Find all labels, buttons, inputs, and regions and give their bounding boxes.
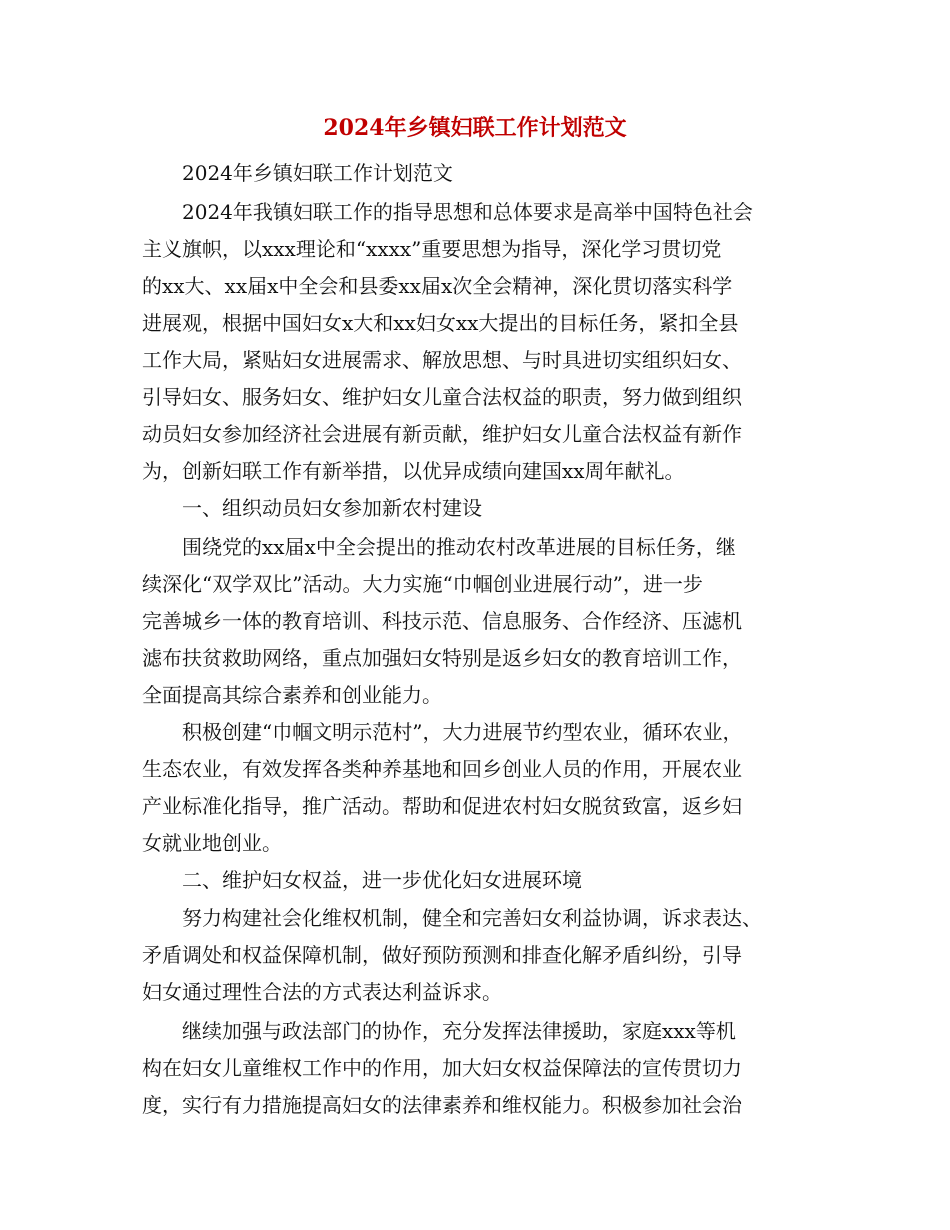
section-heading: 一、组织动员妇女参加新农村建设: [142, 496, 482, 520]
text-line: 引导妇女、服务妇女、维护妇女儿童合法权益的职责，努力做到组织: [142, 385, 742, 409]
document-title: 2024年乡镇妇联工作计划范文: [323, 115, 627, 141]
text-line: 主义旗帜，以xxx理论和“xxxx”重要思想为指导，深化学习贯切党: [142, 237, 722, 261]
text-line: 全面提高其综合素养和创业能力。: [142, 683, 442, 707]
text-line: 生态农业，有效发挥各类种养基地和回乡创业人员的作用，开展农业: [142, 757, 742, 781]
text-line: 度，实行有力措施提高妇女的法律素养和维权能力。积极参加社会治: [142, 1093, 742, 1117]
text-line: 为，创新妇联工作有新举措，以优异成绩向建国xx周年献礼。: [142, 459, 685, 483]
text-line: 产业标准化指导，推广活动。帮助和促进农村妇女脱贫致富，返乡妇: [142, 794, 742, 818]
text-line: 动员妇女参加经济社会进展有新贡献，维护妇女儿童合法权益有新作: [142, 422, 742, 446]
text-line: 构在妇女儿童维权工作中的作用，加大妇女权益保障法的宣传贯切力: [142, 1056, 742, 1080]
text-line: 2024年乡镇妇联工作计划范文: [142, 161, 453, 185]
text-line: 妇女通过理性合法的方式表达利益诉求。: [142, 980, 502, 1004]
text-line: 矛盾调处和权益保障机制，做好预防预测和排查化解矛盾纠纷，引导: [142, 943, 742, 967]
text-line: 积极创建“巾帼文明示范村”，大力进展节约型农业，循环农业，: [142, 720, 743, 744]
text-line: 女就业地创业。: [142, 831, 282, 855]
text-line: 的xx大、xx届x中全会和县委xx届x次全会精神，深化贯切落实科学: [142, 274, 733, 298]
text-line: 完善城乡一体的教育培训、科技示范、信息服务、合作经济、压滤机: [142, 609, 742, 633]
text-line: 滤布扶贫救助网络，重点加强妇女特别是返乡妇女的教育培训工作，: [142, 646, 742, 670]
text-line: 续深化“双学双比”活动。大力实施“巾帼创业进展行动”，进一步: [142, 572, 703, 596]
text-line: 工作大局，紧贴妇女进展需求、解放思想、与时具进切实组织妇女、: [142, 348, 742, 372]
text-line: 努力构建社会化维权机制，健全和完善妇女利益协调，诉求表达、: [142, 906, 762, 930]
text-line: 围绕党的xx届x中全会提出的推动农村改革进展的目标任务，继: [142, 535, 736, 559]
section-heading: 二、维护妇女权益，进一步优化妇女进展环境: [142, 868, 582, 892]
text-line: 2024年我镇妇联工作的指导思想和总体要求是高举中国特色社会: [142, 200, 753, 224]
text-line: 进展观，根据中国妇女x大和xx妇女xx大提出的目标任务，紧扣全县: [142, 311, 739, 335]
text-line: 继续加强与政法部门的协作，充分发挥法律援助，家庭xxx等机: [142, 1019, 736, 1043]
